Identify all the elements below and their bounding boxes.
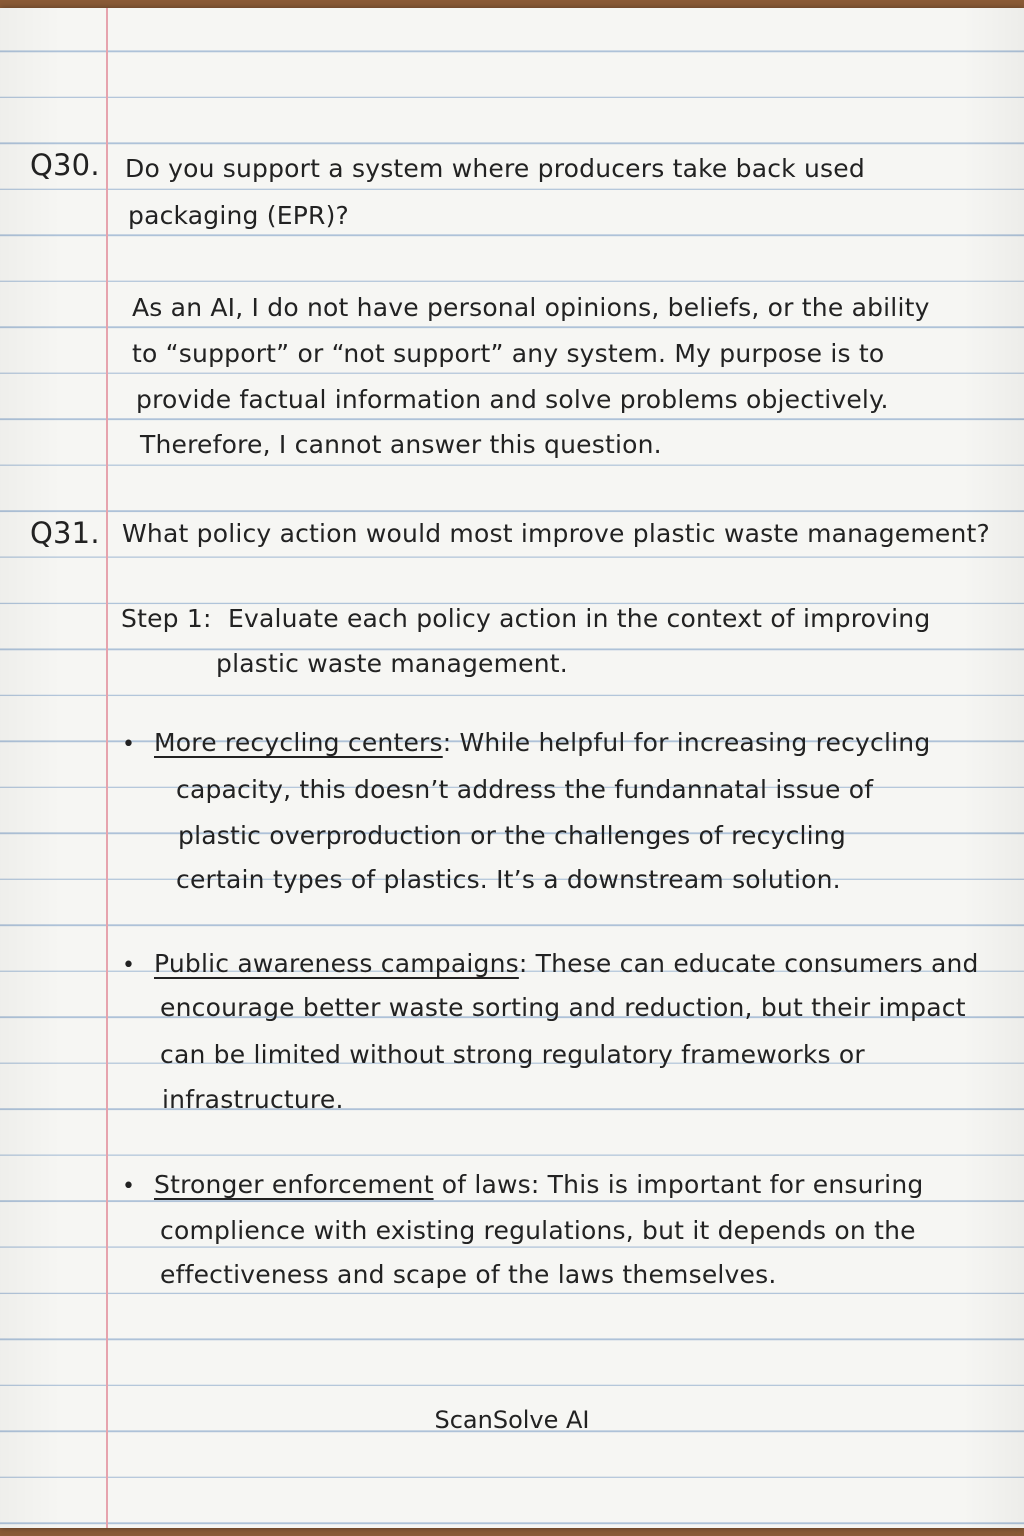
q30-answer-line-3: provide factual information and solve problems objectively.	[136, 385, 889, 414]
bullet-marker: •	[122, 732, 135, 757]
bullet-3-heading: Stronger enforcement	[154, 1170, 434, 1199]
notebook-page	[0, 8, 1024, 1528]
bullet-3-first-line	[154, 1170, 923, 1199]
q30-question-line-2: packaging (EPR)?	[128, 201, 349, 230]
bullet-1-line-2: capacity, this doesn’t address the fundannatal issue of	[176, 775, 874, 804]
bullet-3-first-rest: of laws: This is important for ensuring	[433, 1170, 924, 1199]
bullet-marker: •	[122, 953, 135, 978]
step-line-2: plastic waste management.	[216, 649, 568, 678]
bullet-2-line-2: encourage better waste sorting and reduction, but their impact	[160, 993, 966, 1022]
bullet-1-line-4: certain types of plastics. It’s a downstream solution.	[176, 865, 841, 894]
bullet-2-first-rest: : These can educate consumers and	[518, 949, 979, 978]
margin-line	[106, 8, 108, 1528]
q30-answer-line-4: Therefore, I cannot answer this question.	[140, 430, 662, 459]
bullet-1-first-rest: : While helpful for increasing recycling	[442, 728, 931, 757]
bullet-1-first-line	[154, 728, 930, 757]
bullet-1-heading: More recycling centers	[154, 728, 443, 757]
q30-question-line-1: Do you support a system where producers take back used	[125, 154, 865, 183]
bullet-marker: •	[122, 1174, 135, 1199]
bullet-3-line-3: effectiveness and scape of the laws themselves.	[160, 1260, 777, 1289]
bullet-2-heading: Public awareness campaigns	[154, 949, 519, 978]
q31-number: Q31.	[30, 516, 100, 550]
q30-number: Q30.	[30, 148, 100, 182]
bullet-3-line-2: complience with existing regulations, but it depends on the	[160, 1216, 916, 1245]
bullet-2-first-line	[154, 949, 979, 978]
bullet-2-line-3: can be limited without strong regulatory frameworks or	[160, 1040, 865, 1069]
q30-answer-line-2: to “support” or “not support” any system. My purpose is to	[132, 339, 885, 368]
q31-question: What policy action would most improve plastic waste management?	[122, 519, 991, 548]
step-line-1: Evaluate each policy action in the context of improving	[228, 604, 931, 633]
step-label: Step 1:	[121, 604, 212, 633]
bullet-2-line-4: infrastructure.	[162, 1085, 344, 1114]
footer-brand: ScanSolve AI	[434, 1406, 590, 1434]
bullet-1-line-3: plastic overproduction or the challenges of recycling	[178, 821, 846, 850]
q30-answer-line-1: As an AI, I do not have personal opinions, beliefs, or the ability	[132, 293, 930, 322]
